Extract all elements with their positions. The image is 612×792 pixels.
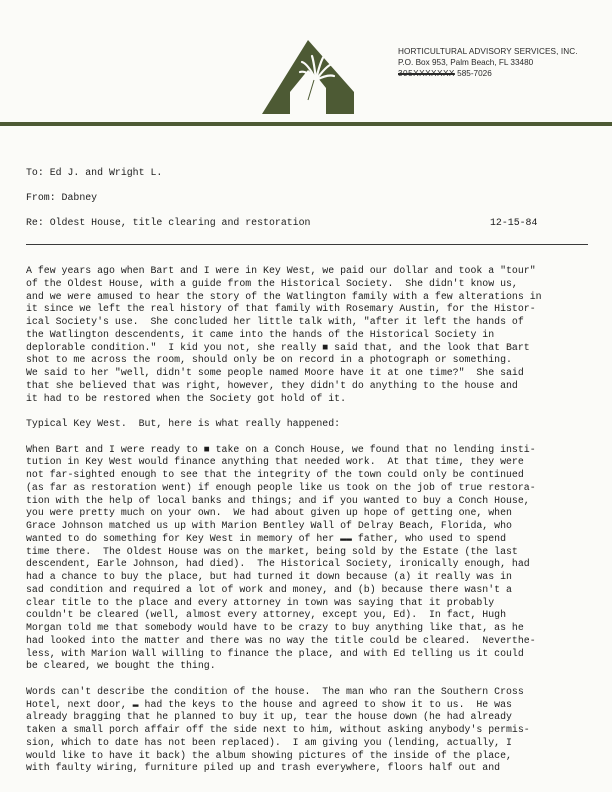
body-line: sad condition and required a lot of work and money, and (b) because there wasn't a bbox=[26, 583, 512, 595]
memo-from: From: Dabney bbox=[26, 192, 98, 203]
body-line: We said to her "well, didn't some people named Moore have it at one time?" She said bbox=[26, 367, 524, 378]
body-line: the Watlington descendents, it came into the hands of the Historical Society in bbox=[26, 328, 495, 340]
body-line: Hotel, next door, ▬ had the keys to the house and agreed to show it to us. He was bbox=[26, 698, 512, 710]
house-palm-logo-icon bbox=[262, 40, 354, 114]
body-line: be cleared, we bought the thing. bbox=[26, 660, 216, 672]
body-line: taken a small porch affair off the side next to him, without asking anybody's permis- bbox=[26, 724, 530, 735]
org-phone bbox=[398, 68, 578, 79]
body-line: When Bart and I were ready to ■ take on a Conch House, we found that no lending insti- bbox=[26, 443, 536, 455]
body-line: had a chance to buy the place, but had turned it down because (a) it really was in bbox=[26, 571, 512, 582]
body-line: shot to me across the room, should only be on record in a photograph or something. bbox=[26, 354, 512, 366]
organization-info bbox=[398, 46, 578, 79]
letterhead bbox=[0, 0, 612, 130]
body-line: time there. The Oldest House was on the market, being sold by the Estate (the last bbox=[26, 545, 518, 557]
body-line: already bragging that he planned to buy it up, tear the house down (he had already bbox=[26, 711, 512, 723]
body-line: (as far as restoration went) if enough people like us took on the job of true restora- bbox=[26, 481, 536, 493]
memo-subject: Re: Oldest House, title clearing and restoration bbox=[26, 217, 311, 228]
body-line: it had to be restored when the Society got hold of it. bbox=[26, 392, 347, 404]
org-address: P.O. Box 953, Palm Beach, FL 33480 bbox=[398, 58, 534, 67]
org-name: HORTICULTURAL ADVISORY SERVICES, INC. bbox=[398, 47, 578, 56]
body-line bbox=[26, 673, 586, 685]
phone-struck-out: 305XXXXXXX bbox=[398, 69, 455, 78]
body-line: would like to have it back) the album showing pictures of the inside of the place, bbox=[26, 749, 512, 761]
body-line: Words can't describe the condition of the house. The man who ran the Southern Cross bbox=[26, 685, 524, 697]
body-line: tion with the help of local banks and things; and if you wanted to buy a Conch House, bbox=[26, 494, 530, 506]
body-line: it since we left the real history of that family with Rosemary Austin, for the Histor- bbox=[26, 303, 536, 315]
body-line: less, with Marion Wall willing to finance the place, and with Ed telling us it could bbox=[26, 647, 524, 659]
memo-to: To: Ed J. and Wright L. bbox=[26, 167, 163, 178]
header-divider bbox=[26, 244, 588, 245]
body-line: that she believed that was right, however, they didn't do anything to the house and bbox=[26, 379, 518, 391]
memo-date: 12-15-84 bbox=[490, 217, 538, 228]
letterhead-rule bbox=[0, 122, 612, 126]
body-line bbox=[26, 431, 586, 443]
body-line: Typical Key West. But, here is what really happened: bbox=[26, 418, 341, 429]
body-line: Morgan told me that somebody would have to be crazy to buy anything like that, as he bbox=[26, 622, 524, 633]
body-line: wanted to do something for Key West in memory of her ▬▬ father, who used to spend bbox=[26, 532, 507, 544]
body-line: not far-sighted enough to see that the integrity of the town could only be continued bbox=[26, 469, 524, 480]
body-line: had looked into the matter and there was no way the title could be cleared. Neverthe- bbox=[26, 634, 536, 646]
body-line: Grace Johnson matched us up with Marion Bentley Wall of Delray Beach, Florida, who bbox=[26, 520, 512, 531]
body-line: sion, which to date has not been replaced). I am giving you (lending, actually, I bbox=[26, 736, 512, 748]
body-line: clear title to the place and every attorney in town was saying that it probably bbox=[26, 596, 495, 608]
phone-number: 585-7026 bbox=[457, 69, 492, 78]
body-line: couldn't be cleared (well, almost every attorney, except you, Ed). In fact, Hugh bbox=[26, 609, 507, 621]
body-line: descendent, Earle Johnson, had died). The Historical Society, ironically enough, had bbox=[26, 558, 530, 570]
body-line: you were pretty much on your own. We had about given up hope of getting one, when bbox=[26, 507, 512, 519]
body-line: with faulty wiring, furniture piled up and trash everywhere, floors half out and bbox=[26, 762, 501, 774]
body-line: ical Society's use. She concluded her little talk with, "after it left the hands of bbox=[26, 316, 524, 327]
body-line: deplorable condition." I kid you not, she really ■ said that, and the look that Bart bbox=[26, 341, 530, 353]
body-line: A few years ago when Bart and I were in Key West, we paid our dollar and took a "tour" bbox=[26, 265, 536, 276]
body-line: and we were amused to hear the story of the Watlington family with a few alterations in bbox=[26, 290, 542, 302]
body-line bbox=[26, 405, 586, 417]
body-line: of the Oldest House, with a guide from the Historical Society. She didn't know us, bbox=[26, 277, 518, 289]
body-line: tution in Key West would finance anything that needed work. At that time, they were bbox=[26, 456, 524, 468]
